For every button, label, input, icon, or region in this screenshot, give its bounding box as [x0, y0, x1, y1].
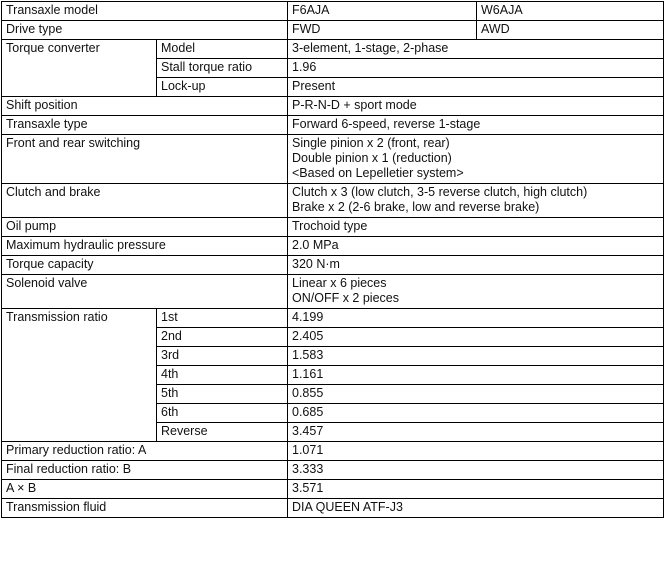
value-cell: P-R-N-D + sport mode [288, 97, 664, 116]
value-cell: DIA QUEEN ATF-J3 [288, 499, 664, 518]
value-cell: Single pinion x 2 (front, rear) Double pinion x 1 (reduction) <Based on Lepelletier system> [288, 135, 664, 184]
value-cell: W6AJA [477, 2, 664, 21]
value-cell: 0.855 [288, 385, 664, 404]
table-row [2, 218, 664, 237]
value-cell: 1.583 [288, 347, 664, 366]
sub-label: Stall torque ratio [157, 59, 288, 78]
table-row [2, 256, 664, 275]
value-cell: 1.161 [288, 366, 664, 385]
row-label: Transaxle model [2, 2, 288, 21]
row-label: Clutch and brake [2, 184, 288, 218]
row-label: Transmission ratio [2, 309, 157, 442]
value-cell: 3.571 [288, 480, 664, 499]
row-label: A × B [2, 480, 288, 499]
sub-label: Model [157, 40, 288, 59]
table-row [2, 97, 664, 116]
gear-label: 3rd [157, 347, 288, 366]
row-label: Drive type [2, 21, 288, 40]
value-cell: 320 N·m [288, 256, 664, 275]
value-cell: 1.96 [288, 59, 664, 78]
table-row [2, 461, 664, 480]
value-cell: 0.685 [288, 404, 664, 423]
table-row [2, 21, 664, 40]
value-cell: Trochoid type [288, 218, 664, 237]
gear-label: 4th [157, 366, 288, 385]
sub-label: Lock-up [157, 78, 288, 97]
table-row [2, 309, 664, 328]
table-row [2, 116, 664, 135]
table-row [2, 40, 664, 59]
value-cell: 4.199 [288, 309, 664, 328]
row-label: Maximum hydraulic pressure [2, 237, 288, 256]
table-row [2, 135, 664, 184]
gear-label: 2nd [157, 328, 288, 347]
gear-label: Reverse [157, 423, 288, 442]
row-label: Final reduction ratio: B [2, 461, 288, 480]
row-label: Solenoid valve [2, 275, 288, 309]
row-label: Transaxle type [2, 116, 288, 135]
value-cell: AWD [477, 21, 664, 40]
value-cell: 3.333 [288, 461, 664, 480]
row-label: Primary reduction ratio: A [2, 442, 288, 461]
value-cell: Clutch x 3 (low clutch, 3-5 reverse clutch, high clutch) Brake x 2 (2-6 brake, low and reverse brake) [288, 184, 664, 218]
table-row [2, 499, 664, 518]
table-row [2, 237, 664, 256]
table-row [2, 275, 664, 309]
value-cell: F6AJA [288, 2, 477, 21]
row-label: Transmission fluid [2, 499, 288, 518]
table-row [2, 480, 664, 499]
value-cell: 2.405 [288, 328, 664, 347]
value-cell: 3-element, 1-stage, 2-phase [288, 40, 664, 59]
value-cell: 1.071 [288, 442, 664, 461]
value-cell: Linear x 6 pieces ON/OFF x 2 pieces [288, 275, 664, 309]
table-row [2, 2, 664, 21]
value-cell: 3.457 [288, 423, 664, 442]
table-row [2, 442, 664, 461]
specification-table [1, 1, 664, 518]
gear-label: 1st [157, 309, 288, 328]
value-cell: Present [288, 78, 664, 97]
value-cell: Forward 6-speed, reverse 1-stage [288, 116, 664, 135]
row-label: Front and rear switching [2, 135, 288, 184]
gear-label: 5th [157, 385, 288, 404]
row-label: Torque converter [2, 40, 157, 97]
table-row [2, 184, 664, 218]
row-label: Oil pump [2, 218, 288, 237]
value-cell: FWD [288, 21, 477, 40]
value-cell: 2.0 MPa [288, 237, 664, 256]
row-label: Torque capacity [2, 256, 288, 275]
row-label: Shift position [2, 97, 288, 116]
gear-label: 6th [157, 404, 288, 423]
